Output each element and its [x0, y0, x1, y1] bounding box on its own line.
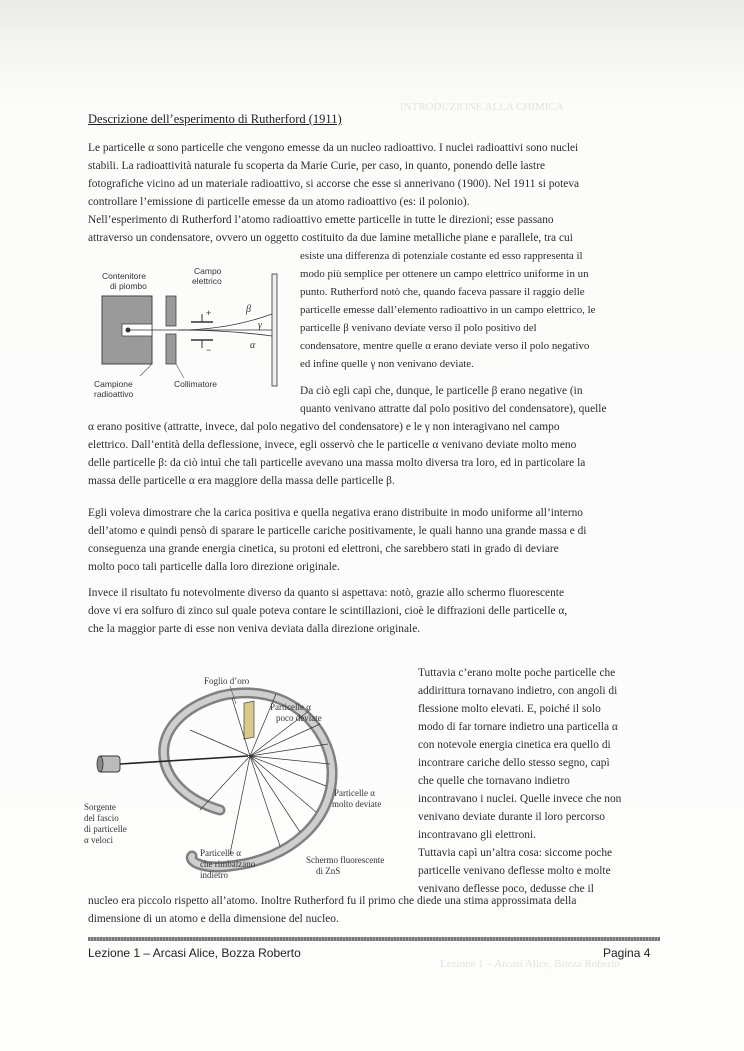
text-line: conseguenza una grande energia cinetica, su protoni ed elettroni, che sarebbero stati in grado di deviare [88, 543, 559, 555]
sample-label-line1: Campione [94, 379, 133, 389]
screen-label-line2: di ZnS [316, 866, 341, 876]
bounce-label-line2: che rimbalzano [200, 859, 256, 869]
text-line: che la maggior parte di esse non veniva deviata dalla direzione originale. [88, 623, 421, 635]
sample-label-line2: radioattivo [94, 389, 134, 399]
strong-label-line1: Particelle α [334, 788, 375, 798]
paragraph-5-right [418, 664, 662, 898]
paragraph-3 [88, 504, 658, 576]
footer-authors: Lezione 1 – Arcasi Alice, Bozza Roberto [88, 946, 301, 960]
source-label-line2: del fascio [84, 813, 119, 823]
bounce-label-line3: indietro [200, 870, 228, 880]
slight-label-line1: Particelle α [270, 702, 311, 712]
text-line: ed infine quelle γ non venivano deviate. [300, 358, 474, 370]
text-line: venivano deviate durante il loro percorso [418, 811, 605, 823]
text-line: incontrare cariche dello stesso segno, capì [418, 757, 610, 769]
text-line: particelle venivano deflesse molto e molte [418, 865, 611, 877]
paragraph-5 [88, 892, 660, 928]
text-line: dimensione di un atomo e della dimensione del nucleo. [88, 913, 339, 925]
collimator-bottom [166, 334, 176, 364]
bleed-through-footer: Lezione 1 – Arcasi Alice, Bozza Roberto [440, 958, 620, 970]
text-line: dove vi era solfuro di zinco sul quale poteva contare le scintillazioni, cioè le diffrazioni delle particelle α, [88, 605, 568, 617]
alpha-beam [120, 756, 248, 764]
figure-gold-foil-experiment [80, 660, 410, 892]
text-line: massa delle particelle α era maggiore della massa delle particelle β. [88, 475, 395, 487]
text-line: Egli voleva dimostrare che la carica positiva e quella negativa erano distribuite in modo uniforme all’interno [88, 507, 584, 519]
text-line: Tuttavia c’erano molte poche particelle che [418, 667, 616, 679]
text-line: incontravano gli elettroni. [418, 829, 536, 841]
text-line: particelle emesse dall’elemento radioattivo in un campo elettrico, le [300, 304, 596, 316]
beta-label: β [246, 304, 251, 315]
text-line: quanto venivano attratte dal polo positivo del condensatore), quelle [300, 403, 607, 415]
document-title: Descrizione dell’esperimento di Rutherford (1911) [88, 112, 342, 126]
minus-sign: − [206, 345, 212, 355]
text-line: dell’atomo e quindi pensò di sparare le particelle cariche positivamente, le quali hanno una grande massa e di [88, 525, 587, 537]
container-label-line2: di piombo [110, 281, 147, 291]
text-line: fotografiche vicino ad un materiale radioattivo, si accorse che esse si annerivano (1900). Nel 1911 si poteva [88, 178, 580, 190]
gamma-label: γ [258, 320, 262, 331]
paragraph-4 [88, 584, 658, 638]
text-line: punto. Rutherford notò che, quando faceva passare il raggio delle [300, 286, 585, 298]
bounce-label-line1: Particelle α [200, 848, 241, 858]
strong-label-line2: molto deviate [332, 799, 382, 809]
text-line: esiste una differenza di potenziale costante ed esso rappresenta il [300, 250, 583, 262]
slight-label-line2: poco deviate [276, 713, 322, 723]
gold-foil [244, 701, 254, 739]
source-label-line3: di particelle [84, 824, 127, 834]
paragraph-1-right [300, 247, 660, 373]
gold-foil-label: Foglio d’oro [204, 676, 250, 686]
source-label-line4: α veloci [84, 835, 113, 845]
collimator-top [166, 296, 176, 326]
field-label-line2: elettrico [192, 276, 222, 286]
text-line: flessione molto elevati. E, poiché il solo [418, 703, 601, 715]
container-label-line1: Contenitore [102, 271, 146, 281]
text-line: α erano positive (attratte, invece, dal polo negativo del condensatore) e le γ non interagivano nel campo [88, 421, 560, 433]
text-line: Tuttavia capì un’altra cosa: siccome poche [418, 847, 613, 859]
text-line: Nell’esperimento di Rutherford l’atomo radioattivo emette particelle in tutte le direzioni; esse passano [88, 214, 554, 226]
source-label-line1: Sorgente [84, 802, 116, 812]
text-line: controllare l’emissione di particelle emesse da un atomo radioattivo (es: il polonio). [88, 196, 470, 208]
text-line: modo di far tornare indietro una particella α [418, 721, 618, 733]
text-line: venivano deflesse poco, dedusse che il [418, 883, 594, 895]
page-number: Pagina 4 [603, 946, 651, 960]
paragraph-2-right [300, 382, 660, 418]
text-line: Le particelle α sono particelle che vengono emesse da un nucleo radioattivo. I nuclei radioattivi sono nuclei [88, 142, 579, 154]
bleed-through-header: INTRODUZIONE ALLA CHIMICA [400, 101, 564, 113]
field-label-line1: Campo [194, 266, 222, 276]
text-line: condensatore, mentre quelle α erano deviate verso il polo negativo [300, 340, 590, 352]
screen-label-line1: Schermo fluorescente [306, 855, 385, 865]
figure-electric-field-deflection [88, 256, 288, 406]
collimator-label: Collimatore [174, 379, 217, 389]
alpha-label: α [250, 340, 256, 351]
text-line: stabili. La radioattività naturale fu scoperta da Marie Curie, per caso, in quanto, ponendo delle lastre [88, 160, 546, 172]
paragraph-1 [88, 139, 658, 247]
text-line: delle particelle β: da ciò intuì che tali particelle avevano una massa molto diversa tra loro, ed in particolare la [88, 457, 586, 469]
text-line: Invece il risultato fu notevolmente diverso da quanto si aspettava: notò, grazie allo schermo fluorescente [88, 587, 565, 599]
paragraph-2 [88, 418, 658, 490]
text-line: incontravano i nuclei. Quelle invece che non [418, 793, 622, 805]
text-line: molto poco tali particelle dalla loro direzione originale. [88, 561, 340, 573]
plus-sign: + [206, 308, 212, 318]
text-line: nucleo era piccolo rispetto all’atomo. Inoltre Rutherford fu il primo che diede una stima approssimata della [88, 895, 577, 907]
text-line: modo più semplice per ottenere un campo elettrico uniforme in un [300, 268, 589, 280]
text-line: con notevole energia cinetica era quello di [418, 739, 611, 751]
text-line: Da ciò egli capì che, dunque, le particelle β erano negative (in [300, 385, 583, 397]
text-line: elettrico. Dall’entità della deflessione, invece, egli osservò che le particelle α venivano deviate molto meno [88, 439, 577, 451]
text-line: che quelle che tornavano indietro [418, 775, 570, 787]
text-line: particelle β venivano deviate verso il polo positivo del [300, 322, 537, 334]
footer-divider [88, 937, 660, 941]
text-line: addirittura tornavano indietro, con angoli di [418, 685, 618, 697]
text-line: attraverso un condensatore, ovvero un oggetto costituito da due lamine metalliche piane e parallele, tra cui [88, 232, 573, 244]
detection-screen [272, 274, 277, 386]
